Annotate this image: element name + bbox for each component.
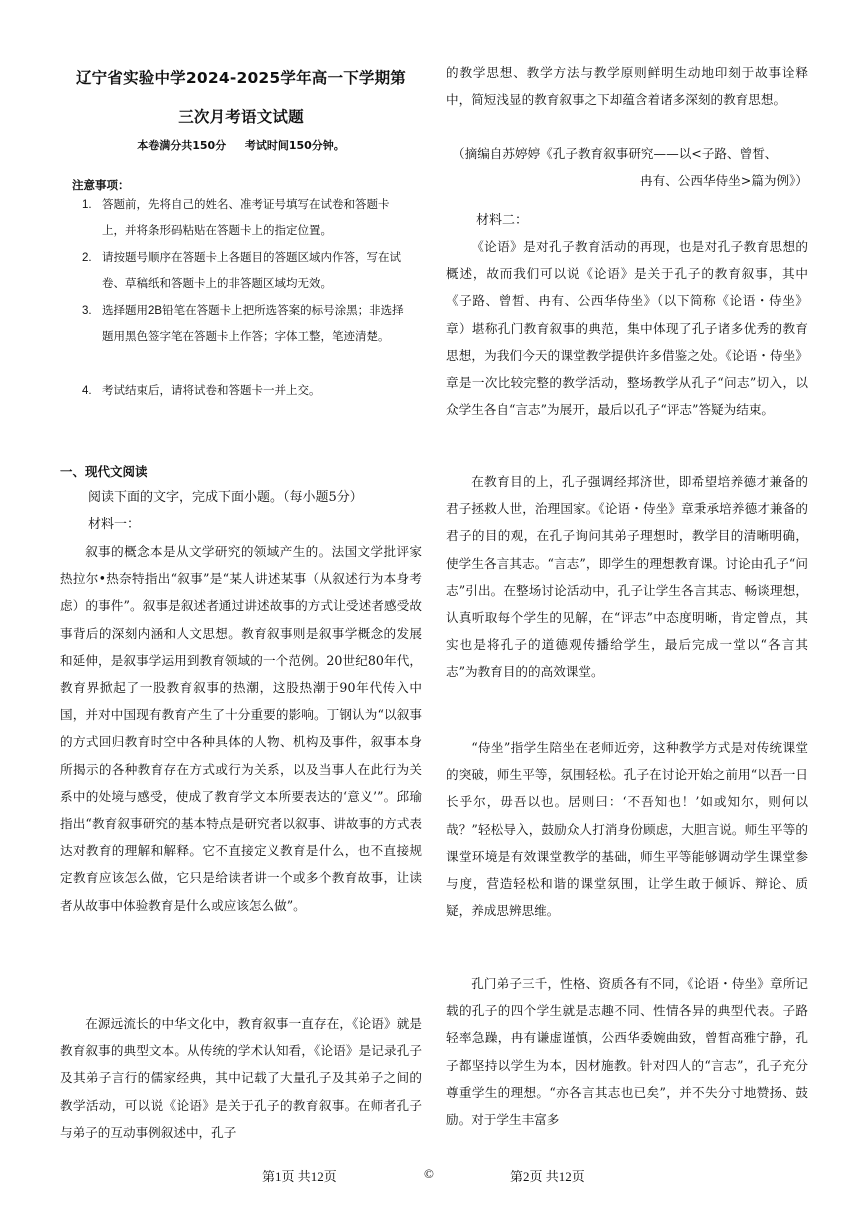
- material1-citation: [452, 140, 808, 194]
- notice-item-3: [82, 299, 404, 350]
- material1-paragraph-2: 在源远流长的中华文化中，教育叙事一直存在，《论语》就是教育叙事的典型文本。从传统的学术认知看，《论语》是记录孔子及其弟子言行的儒家经典，其中记载了大量孔子及其弟子之间的教学活动，可以说《论语》是关于孔子的教育叙事。在师者孔子与弟子的互动事例叙述中，孔子: [60, 1016, 422, 1140]
- notice-item-2: [82, 246, 404, 297]
- notice-item-4: [82, 379, 404, 405]
- notice-item-text: 选择题用2B铅笔在答题卡上把所选答案的标号涂黑；非选择题用黑色签字笔在答题卡上作答；字体工整，笔迹清楚。: [102, 305, 404, 343]
- notice-item-text: 答题前，先将自己的姓名、准考证号填写在试卷和答题卡上，并将条形码粘贴在答题卡上的指定位置。: [102, 199, 390, 237]
- copyright-symbol: ©: [424, 1166, 434, 1181]
- notice-item-number: 4.: [82, 385, 92, 397]
- notice-item-1: [82, 193, 404, 244]
- citation-line-2: 冉有、公西华侍坐>篇为例》）: [640, 173, 808, 189]
- material2-label: 材料二：: [476, 213, 529, 228]
- material1-paragraph-1: 叙事的概念本是从文学研究的领域产生的。法国文学批评家热拉尔•热奈特指出“叙事”是“某人讲述某事（从叙述行为本身考虑）的事件”。叙事是叙述者通过讲述故事的方式让受述者感受故事背后的深刻内涵和人文思想。教育叙事则是叙事学概念的发展和延伸，是叙事学运用到教育领域的一个范例。20世纪80年代，教育界掀起了一股教育叙事的热潮，这股热潮于90年代传入中国，并对中国现有教育产生了十分重要的影响。丁钢认为“以叙事的方式回归教育时空中各种具体的人物、机构及事件，叙事本身所揭示的各种教育存在方式或行为关系，以及当事人在此行为关系中的处境与感受，使成了教育学文本所要表达的‘意义’”。邱瑜指出“教育叙事研究的基本特点是研究者以叙事、讲故事的方式表达对教育的理解和解释。它不直接定义教育是什么，也不直接规定教育应该怎么做，它只是给读者讲一个或多个教育故事，让读者从故事中体验教育是什么或应该怎么做”。: [60, 544, 422, 913]
- notice-item-number: 2.: [82, 252, 92, 264]
- exam-title-line1: 辽宁省实验中学2024-2025学年高一下学期第: [75, 69, 406, 87]
- notice-item-number: 3.: [82, 305, 92, 317]
- exam-subtitle: 本卷满分共150分 考试时间150分钟。: [137, 139, 345, 152]
- material2-paragraph-2: 在教育目的上，孔子强调经邦济世，即希望培养德才兼备的君子拯救人世，治理国家。《论语・侍坐》章秉承培养德才兼备的君子的目的观，在孔子询问其弟子理想时，教学目的清晰明确，使学生各言其志。“言志”，即学生的理想教育课。讨论由孔子“问志”引出。在整场讨论活动中，孔子让学生各言其志、畅谈理想，认真听取每个学生的见解，在“评志”中态度明晰，肯定曾点，其实也是将孔子的道德观传播给学生，最后完成一堂以“各言其志”为教育目的的高效课堂。: [446, 474, 808, 680]
- notice-item-number: 1.: [82, 199, 92, 211]
- material2-paragraph-4: 孔门弟子三千，性格、资质各有不同，《论语・侍坐》章所记载的孔子的四个学生就是志趣不同、性情各异的典型代表。子路轻率急躁，冉有谦虚谨慎，公西华委婉曲致，曾皙高雅宁静，孔子都坚持以学生为本，因材施教。针对四人的“言志”，孔子充分尊重学生的理想。“亦各言其志也已矣”，并不失分寸地赞扬、鼓励。对于学生丰富多: [446, 976, 808, 1128]
- notice-item-text: 请按题号顺序在答题卡上各题目的答题区域内作答，写在试卷、草稿纸和答题卡上的非答题区域均无效。: [102, 252, 401, 290]
- citation-line-1: （摘编自苏婷婷《孔子教育叙事研究——以<子路、曾皙、: [452, 146, 778, 161]
- exam-title-line2: 三次月考语文试题: [178, 108, 304, 126]
- material2-paragraph-1: 《论语》是对孔子教育活动的再现，也是对孔子教育思想的概述，故而我们可以说《论语》是关于孔子的教育叙事，其中《子路、曾皙、冉有、公西华侍坐》（以下简称《论语・侍坐》章）堪称孔门教育叙事的典范，集中体现了孔子诸多优秀的教育思想，为我们今天的课堂教学提供许多借鉴之处。《论语・侍坐》章是一次比较完整的教学活动，整场教学从孔子“问志”切入，以众学生各自“言志”为展开，最后以孔子“评志”答疑为结束。: [446, 239, 808, 418]
- material1-paragraph-2-continued: 的教学思想、教学方法与教学原则鲜明生动地印刻于故事诠释中，简短浅显的教育叙事之下却蕴含着诸多深刻的教育思想。: [446, 65, 808, 108]
- material1-label: 材料一：: [88, 517, 141, 532]
- notice-item-text: 考试结束后，请将试卷和答题卡一并上交。: [102, 385, 321, 397]
- page-number-right: 第2页 共12页: [510, 1169, 585, 1184]
- notice-heading: 注意事项：: [72, 178, 130, 192]
- page-number-left: 第1页 共12页: [262, 1169, 337, 1184]
- reading-instruction: 阅读下面的文字，完成下面小题。（每小题5分）: [88, 490, 363, 505]
- material2-paragraph-3: “侍坐”指学生陪坐在老师近旁，这种教学方式是对传统课堂的突破，师生平等，氛围轻松。孔子在讨论开始之前用“以吾一日长乎尔，毋吾以也。居则曰：‘不吾知也！’如或知尔，则何以哉？”轻松导入，鼓励众人打消身份顾虑，大胆言说。师生平等的课堂环境是有效课堂教学的基础，师生平等能够调动学生课堂参与度，营造轻松和谐的课堂氛围，让学生敢于倾诉、辩论、质疑，养成思辨思维。: [446, 740, 808, 919]
- section-heading: 一、现代文阅读: [60, 464, 148, 479]
